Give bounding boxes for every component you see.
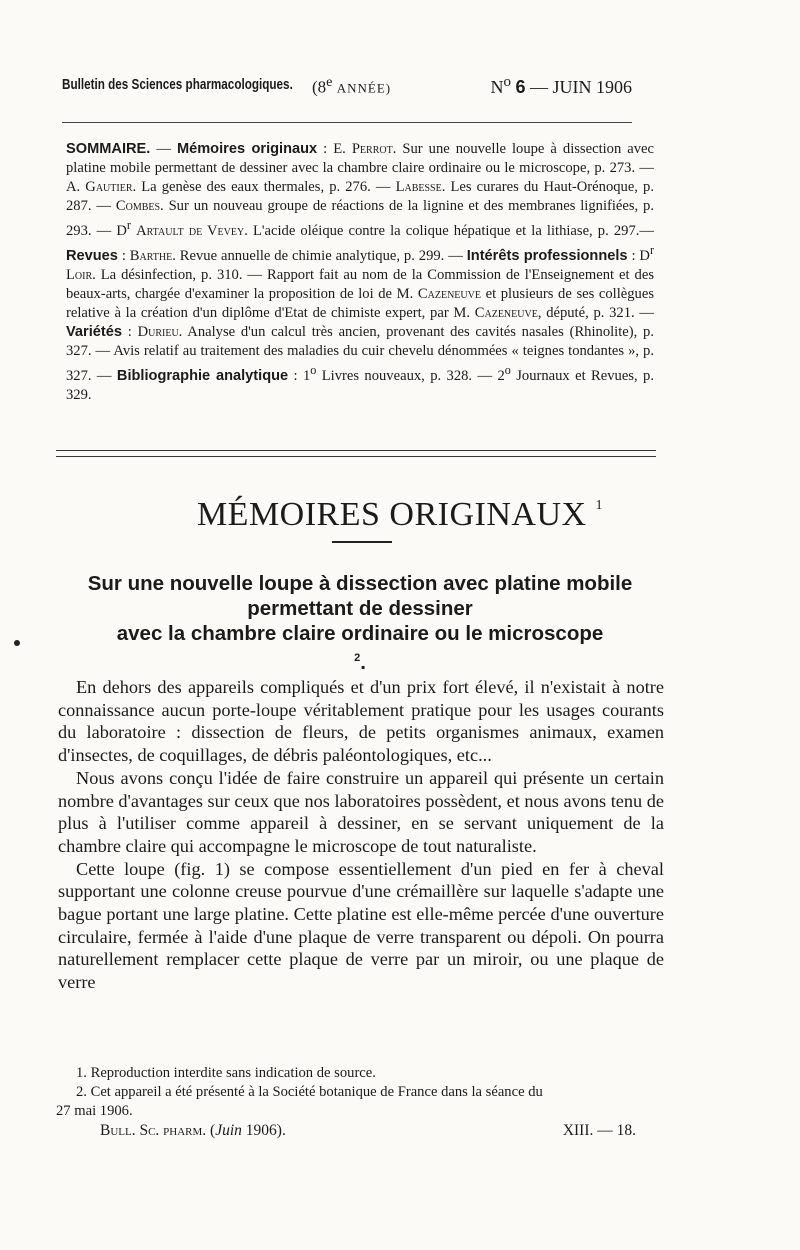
margin-dot — [14, 640, 20, 646]
author-name: Perrot — [351, 141, 393, 157]
sommaire-label: SOMMAIRE. — [66, 141, 151, 157]
footnote-2: 2. Cet appareil a été présenté à la Société botanique de France dans la séance du — [76, 1084, 543, 1100]
article-title: Sur une nouvelle loupe à dissection avec platine mobile permettant de dessiner avec la chambre claire ordinaire ou le microscope $^2$. — [87, 572, 633, 674]
author-name: Barthe — [129, 247, 173, 264]
section-label-bibliographie: Bibliographie analytique — [116, 367, 289, 384]
issue-label: $N^o$ 6 — JUIN 1906 — [490, 74, 632, 97]
running-header — [62, 72, 632, 102]
author-name: Cazeneuve — [474, 304, 538, 321]
section-title-rule — [332, 541, 392, 543]
author-name: Durieu — [137, 323, 179, 340]
author-name: Combes — [115, 198, 161, 214]
article-body — [58, 676, 664, 994]
footnote-2-continuation: 27 mai 1906. — [56, 1103, 133, 1119]
footnote-1: 1. Reproduction interdite sans indication de source. — [76, 1065, 376, 1081]
paragraph: Nous avons conçu l'idée de faire construire un appareil qui présente un certain nombre d'avantages sur ceux que nos laboratoires possèdent, et nous avons tenu de plus à l'utiliser comme appareil à dessiner, en se servant uniquement de la chambre claire qui accompagne le microscope de tout naturaliste. — [58, 767, 664, 856]
author-name: Cazeneuve — [417, 285, 481, 302]
journal-title: Bulletin des Sciences pharmacologiques. — [62, 76, 293, 93]
author-name: Gautier — [85, 179, 133, 195]
table-of-contents: SOMMAIRE. — Mémoires originaux : E. Perrot. Sur une nouvelle loupe à dissection avec platine mobile permettant de dessiner avec la chambre claire ordinaire ou le microscope, p. 273. — A. Gautier. La genèse des eaux thermales, p. 276. — Labesse. Les curares du Haut-Orénoque, p. 287. — Combes. Sur un nouveau groupe de réactions de la lignine et des membranes lignifiées, p. 293. — $D^r$ Artault de Vevey. L'acide oléique contre la colique hépatique et la lithiase, p. 297.— Revues : Barthe. Revue annuelle de chimie analytique, p. 299. — Intérêts professionnels : $D^r$ Loir. La désinfection, p. 310. — Rapport fait au nom de la Commission de l'Enseignement et des beaux-arts, chargée d'examiner la proposition de loi de M. Cazeneuve et plusieurs de ses collègues relative à la création d'un diplôme d'Etat de chimiste expert, par M. Cazeneuve, député, p. 321. — Variétés : Durieu. Analyse d'un calcul très ancien, provenant des cavités nasales (Rhinolite), p. 327. — Avis relatif au traitement des maladies du cuir chevelu dénommées « teignes tondantes », p. 327. — Bibliographie analytique : 1$^o$ Livres nouveaux, p. 328. — 2$^o$ Journaux et Revues, p. 329. — [66, 141, 655, 403]
author-name: Labesse — [395, 179, 442, 195]
footer-citation: Bull. Sc. pharm. (Juin 1906). — [100, 1122, 286, 1139]
section-label-memoires: Mémoires originaux — [176, 141, 318, 157]
section-label-revues: Revues — [66, 247, 118, 264]
double-divider — [56, 450, 656, 457]
section-title: MÉMOIRES ORIGINAUX $^1$ — [196, 496, 604, 533]
author-name: Artault de Vevey — [136, 222, 245, 239]
section-label-interets: Intérêts professionnels — [466, 247, 628, 264]
header-rule — [62, 122, 632, 123]
author-name: Loir — [66, 266, 93, 283]
footer-signature: XIII. — 18. — [562, 1122, 636, 1139]
year-label: (8e ANNÉE) — [312, 74, 392, 97]
paragraph: En dehors des appareils compliqués et d'un prix fort élevé, il n'existait à notre connaissance aucun porte-loupe véritablement pratique pour les usages courants du laboratoire : dissection de fleurs, de petits organismes animaux, examen d'insectes, de coquillages, de débris paléontologiques, etc... — [58, 677, 664, 766]
section-label-varietes: Variétés — [66, 323, 122, 340]
footnotes — [56, 1064, 666, 1121]
paragraph: Cette loupe (fig. 1) se compose essentiellement d'un pied en fer à cheval supportant une colonne creuse pourvue d'une crémaillère sur laquelle s'adapte une bague portant une large platine. Cette platine est elle-même percée d'une ouverture circulaire, fermée à l'aide d'une plaque de verre transparent ou dépoli. On pourra naturellement remplacer cette plaque de verre par un miroir, ou une plaque de verre — [58, 858, 664, 993]
